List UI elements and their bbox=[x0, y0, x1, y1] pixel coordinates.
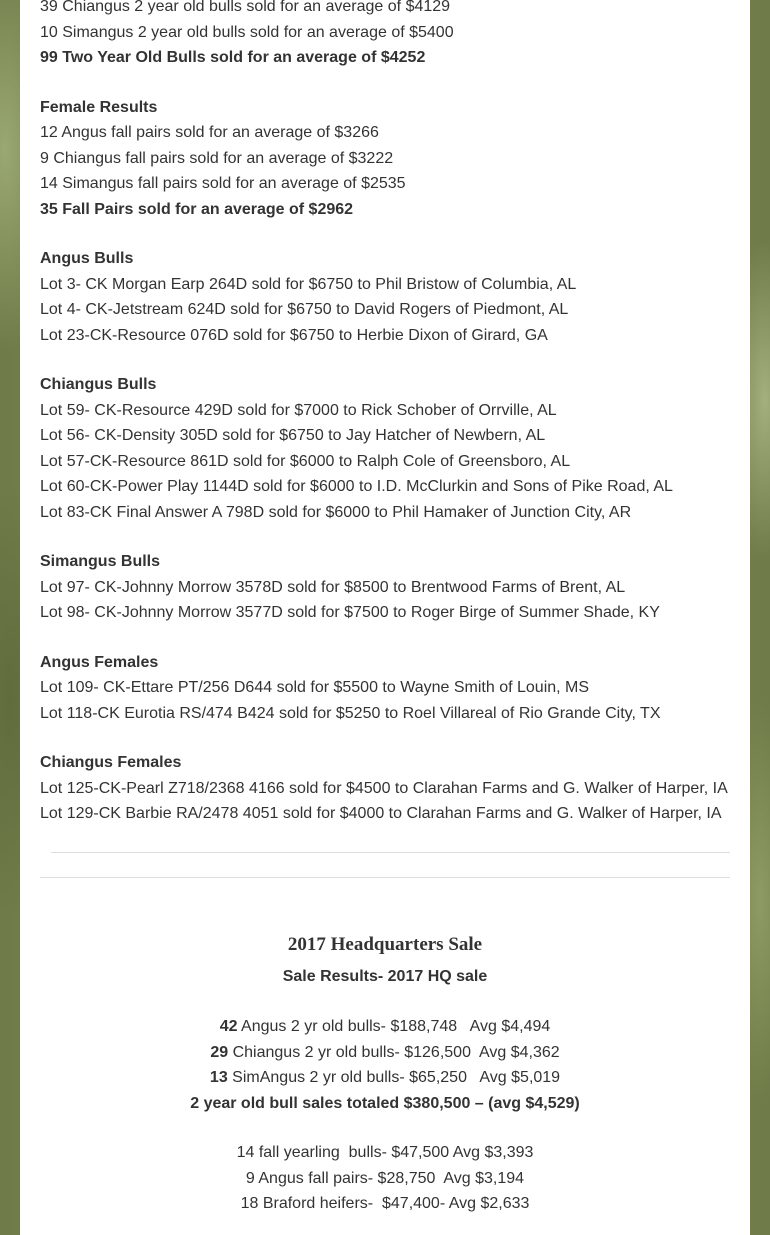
chiangus-females-heading: Chiangus Females bbox=[40, 754, 182, 771]
bull-average-line: 10 Simangus 2 year old bulls sold for an average of $5400 bbox=[40, 23, 454, 41]
hq-bull-count: 29 bbox=[210, 1043, 229, 1061]
lot-line: Lot 97- CK-Johnny Morrow 3578D sold for $8500 to Brentwood Farms of Brent, AL bbox=[40, 578, 626, 596]
sale-results-article bbox=[40, 0, 740, 827]
hq-sale-title: 2017 Headquarters Sale bbox=[287, 934, 483, 955]
hq-other-line: 14 fall yearling bulls- $47,500 Avg $3,393 bbox=[236, 1144, 534, 1161]
lot-line: Lot 3- CK Morgan Earp 264D sold for $6750 to Phil Bristow of Columbia, AL bbox=[40, 275, 577, 293]
female-result-line: 9 Chiangus fall pairs sold for an average of $3222 bbox=[40, 149, 394, 167]
angus-bulls-heading: Angus Bulls bbox=[40, 250, 134, 267]
female-total-line: 35 Fall Pairs sold for an average of $2962 bbox=[40, 200, 354, 218]
female-results-heading: Female Results bbox=[40, 98, 158, 116]
hq-bull-line bbox=[40, 1040, 730, 1066]
female-result-line: 12 Angus fall pairs sold for an average of $3266 bbox=[40, 124, 379, 141]
hq-bull-count: 13 bbox=[209, 1069, 228, 1086]
simangus-bulls-heading: Simangus Bulls bbox=[40, 553, 161, 570]
bull-total-line: 99 Two Year Old Bulls sold for an average of $4252 bbox=[40, 49, 426, 66]
hq-other-line: 9 Angus fall pairs- $28,750 Avg $3,194 bbox=[245, 1169, 525, 1187]
lot-line: Lot 56- CK-Density 305D sold for $6750 to Jay Hatcher of Newbern, AL bbox=[40, 427, 546, 444]
lot-line: Lot 118-CK Eurotia RS/474 B424 sold for $5250 to Roel Villareal of Rio Grande City, TX bbox=[40, 704, 661, 722]
hq-sale-section bbox=[40, 930, 730, 1217]
lot-line: Lot 83-CK Final Answer A 798D sold for $6000 to Phil Hamaker of Junction City, AR bbox=[40, 503, 632, 521]
divider bbox=[51, 852, 730, 853]
lot-line: Lot 109- CK-Ettare PT/256 D644 sold for $5500 to Wayne Smith of Louin, MS bbox=[40, 679, 590, 696]
lot-line: Lot 125-CK-Pearl Z718/2368 4166 sold for $4500 to Clarahan Farms and G. Walker of Harper, IA bbox=[40, 779, 728, 797]
hq-bull-text: SimAngus 2 yr old bulls- $65,250 Avg $5,019 bbox=[227, 1069, 561, 1086]
hq-bull-text: Chiangus 2 yr old bulls- $126,500 Avg $4,362 bbox=[228, 1043, 560, 1061]
lot-line: Lot 98- CK-Johnny Morrow 3577D sold for $7500 to Roger Birge of Summer Shade, KY bbox=[40, 604, 660, 621]
lot-line: Lot 60-CK-Power Play 1144D sold for $6000 to I.D. McClurkin and Sons of Pike Road, AL bbox=[40, 478, 673, 495]
lot-line: Lot 57-CK-Resource 861D sold for $6000 to Ralph Cole of Greensboro, AL bbox=[40, 452, 571, 470]
lot-line: Lot 129-CK Barbie RA/2478 4051 sold for $4000 to Clarahan Farms and G. Walker of Harper, IA bbox=[40, 805, 722, 822]
hq-bull-total: 2 year old bull sales totaled $380,500 – (avg $4,529) bbox=[190, 1094, 580, 1112]
hq-bull-text: Angus 2 yr old bulls- $188,748 Avg $4,494 bbox=[237, 1018, 551, 1035]
divider bbox=[40, 877, 730, 878]
hq-bull-line bbox=[40, 1065, 730, 1091]
hq-bull-count: 42 bbox=[219, 1018, 238, 1035]
bull-average-line: 39 Chiangus 2 year old bulls sold for an average of $4129 bbox=[40, 0, 451, 15]
lot-line: Lot 4- CK-Jetstream 624D sold for $6750 to David Rogers of Piedmont, AL bbox=[40, 301, 569, 318]
hq-bull-line bbox=[40, 1014, 730, 1040]
lot-line: Lot 59- CK-Resource 429D sold for $7000 to Rick Schober of Orrville, AL bbox=[40, 401, 557, 419]
chiangus-bulls-heading: Chiangus Bulls bbox=[40, 376, 157, 393]
hq-sale-subtitle: Sale Results- 2017 HQ sale bbox=[282, 968, 488, 985]
content-panel bbox=[20, 0, 750, 1235]
female-result-line: 14 Simangus fall pairs sold for an average of $2535 bbox=[40, 175, 406, 192]
angus-females-heading: Angus Females bbox=[40, 653, 159, 671]
hq-other-line: 18 Braford heifers- $47,400- Avg $2,633 bbox=[240, 1195, 530, 1212]
lot-line: Lot 23-CK-Resource 076D sold for $6750 to Herbie Dixon of Girard, GA bbox=[40, 326, 548, 344]
